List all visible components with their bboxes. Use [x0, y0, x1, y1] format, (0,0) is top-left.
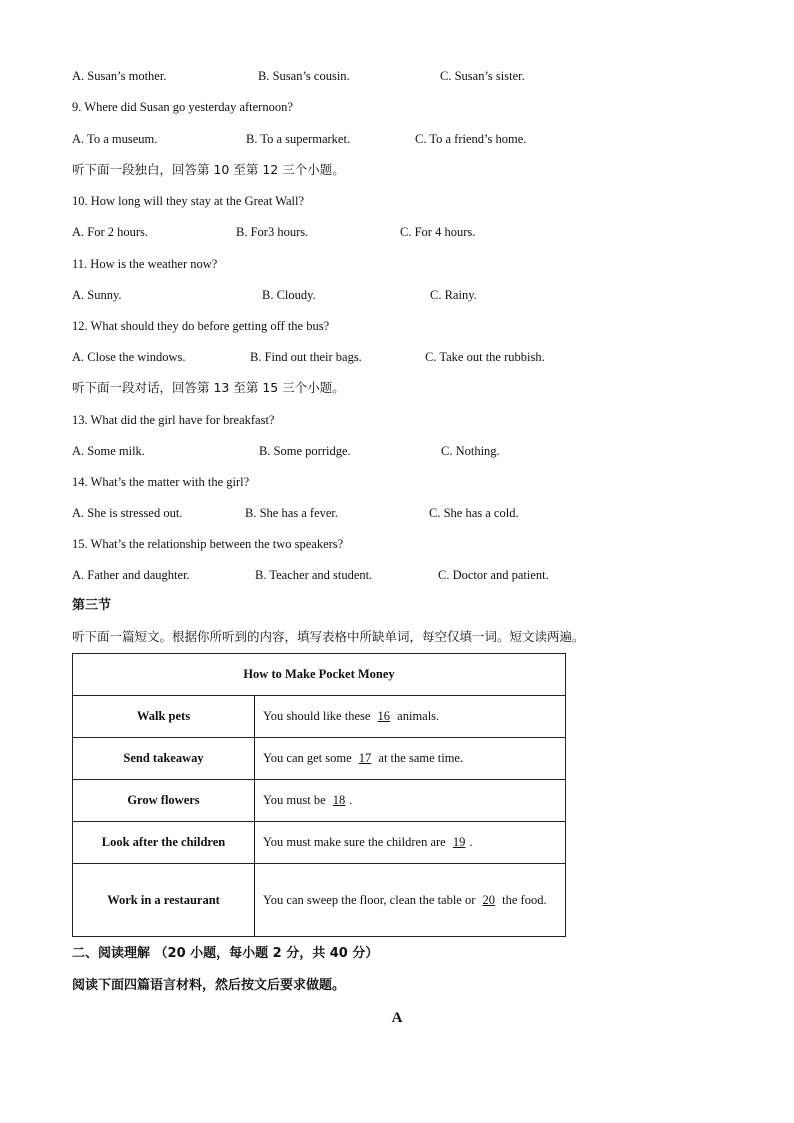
- table-row: [73, 822, 566, 864]
- table-row-key: Walk pets: [73, 696, 255, 738]
- section3-title: 第三节: [72, 598, 112, 613]
- q11-option-a: A. Sunny.: [72, 288, 122, 302]
- instruction-13-15: 听下面一段对话，回答第 13 至第 15 三个小题。: [72, 380, 345, 395]
- q15-option-a: A. Father and daughter.: [72, 568, 190, 582]
- q9-question: 9. Where did Susan go yesterday afternoon?: [72, 100, 293, 114]
- table-row: [73, 864, 566, 937]
- table-row: [73, 696, 566, 738]
- value-post: at the same time.: [375, 751, 464, 765]
- q11-option-b: B. Cloudy.: [262, 288, 316, 302]
- answer-blank-17: 17: [358, 751, 372, 765]
- answer-blank-16: 16: [377, 709, 391, 723]
- q12-option-b: B. Find out their bags.: [250, 350, 362, 364]
- value-pre: You should like these: [263, 709, 374, 723]
- answer-blank-19: 19: [452, 835, 466, 849]
- q13-question: 13. What did the girl have for breakfast?: [72, 413, 275, 427]
- table-row-key: Send takeaway: [73, 738, 255, 780]
- value-post: animals.: [394, 709, 440, 723]
- q12-option-c: C. Take out the rubbish.: [425, 350, 545, 364]
- table-title: How to Make Pocket Money: [73, 654, 566, 696]
- table-row-key: Grow flowers: [73, 780, 255, 822]
- pocket-money-table: [72, 653, 566, 937]
- table-row-value: [255, 738, 566, 780]
- q11-question: 11. How is the weather now?: [72, 257, 218, 271]
- section3-instruction: 听下面一篇短文。根据你所听到的内容，填写表格中所缺单词，每空仅填一词。短文读两遍。: [72, 629, 585, 644]
- answer-blank-18: 18: [332, 793, 346, 807]
- q9-option-b: B. To a supermarket.: [246, 132, 351, 146]
- value-pre: You can sweep the floor, clean the table or: [263, 893, 479, 907]
- q10-question: 10. How long will they stay at the Great Wall?: [72, 194, 305, 208]
- table-row-key: Work in a restaurant: [73, 864, 255, 937]
- value-pre: You must be: [263, 793, 329, 807]
- table-row: [73, 738, 566, 780]
- answer-blank-20: 20: [482, 893, 496, 907]
- table-row-value: [255, 864, 566, 937]
- q9-option-a: A. To a museum.: [72, 132, 158, 146]
- q10-option-b: B. For3 hours.: [236, 225, 309, 239]
- q14-option-b: B. She has a fever.: [245, 506, 339, 520]
- q9-option-c: C. To a friend’s home.: [415, 132, 527, 146]
- table-row-key: Look after the children: [73, 822, 255, 864]
- table-row-value: [255, 780, 566, 822]
- table-row-value: [255, 822, 566, 864]
- q8-option-a: A. Susan’s mother.: [72, 69, 167, 83]
- passage-label: A: [391, 1010, 403, 1026]
- q10-option-a: A. For 2 hours.: [72, 225, 149, 239]
- q13-option-b: B. Some porridge.: [259, 444, 351, 458]
- q14-option-c: C. She has a cold.: [429, 506, 519, 520]
- q13-option-a: A. Some milk.: [72, 444, 145, 458]
- part2-instruction: 阅读下面四篇语言材料，然后按文后要求做题。: [72, 978, 346, 993]
- q13-option-c: C. Nothing.: [441, 444, 500, 458]
- value-pre: You can get some: [263, 751, 355, 765]
- value-post: .: [349, 793, 353, 807]
- q11-option-c: C. Rainy.: [430, 288, 477, 302]
- q15-question: 15. What’s the relationship between the two speakers?: [72, 537, 344, 551]
- value-post: .: [469, 835, 473, 849]
- q8-option-c: C. Susan’s sister.: [440, 69, 525, 83]
- value-post: the food.: [499, 893, 547, 907]
- instruction-10-12: 听下面一段独白，回答第 10 至第 12 三个小题。: [72, 162, 345, 177]
- table-header-row: [73, 654, 566, 696]
- part2-title: 二、阅读理解 （20 小题，每小题 2 分，共 40 分）: [72, 946, 379, 961]
- q14-question: 14. What’s the matter with the girl?: [72, 475, 250, 489]
- q14-option-a: A. She is stressed out.: [72, 506, 183, 520]
- q15-option-b: B. Teacher and student.: [255, 568, 373, 582]
- q8-option-b: B. Susan’s cousin.: [258, 69, 350, 83]
- table-row: [73, 780, 566, 822]
- table-row-value: [255, 696, 566, 738]
- q12-question: 12. What should they do before getting off the bus?: [72, 319, 330, 333]
- value-pre: You must make sure the children are: [263, 835, 449, 849]
- q10-option-c: C. For 4 hours.: [400, 225, 476, 239]
- q12-option-a: A. Close the windows.: [72, 350, 186, 364]
- q15-option-c: C. Doctor and patient.: [438, 568, 549, 582]
